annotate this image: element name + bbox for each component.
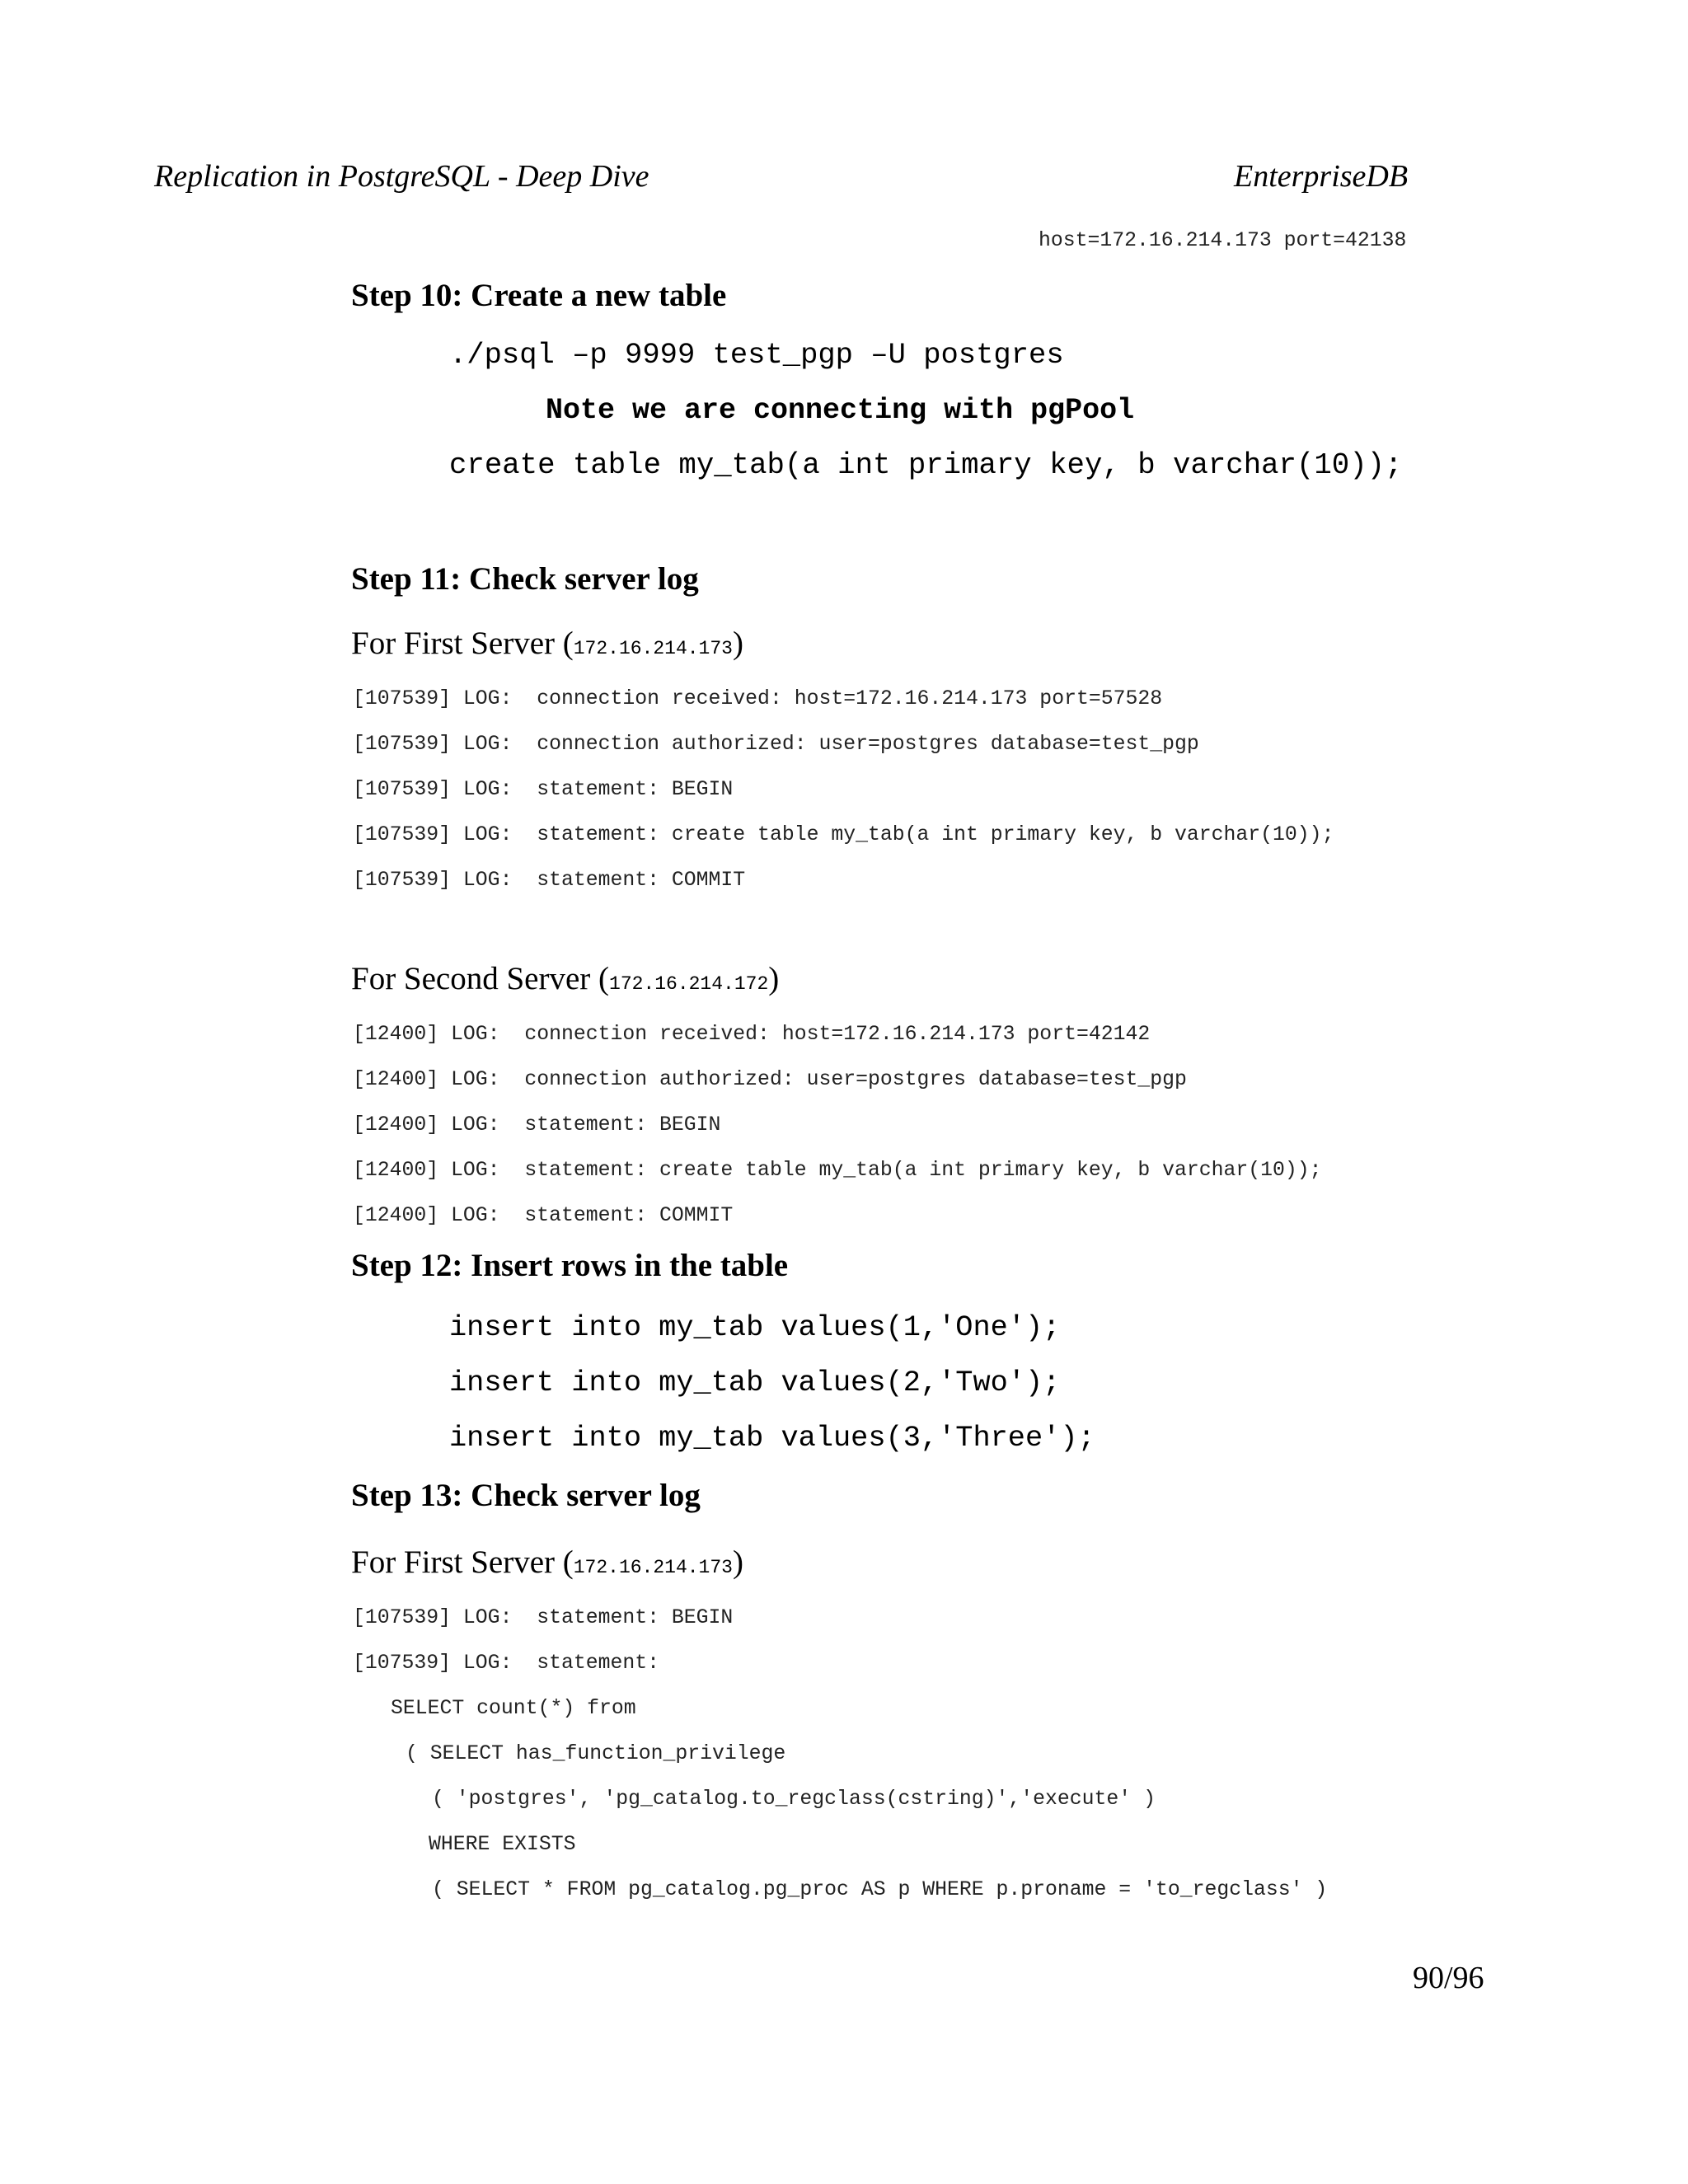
server-ip: 172.16.214.172 [609, 973, 769, 995]
log-line: SELECT count(*) from [391, 1697, 636, 1720]
log-line: [12400] LOG: statement: BEGIN [353, 1113, 721, 1137]
log-line: ( SELECT * FROM pg_catalog.pg_proc AS p WHERE p.proname = 'to_regclass' ) [432, 1878, 1328, 1901]
log-line: [107539] LOG: connection received: host=172.16.214.173 port=57528 [353, 687, 1163, 710]
pgpool-note: Note we are connecting with pgPool [546, 394, 1135, 427]
log-line: [12400] LOG: statement: COMMIT [353, 1204, 734, 1227]
log-line: [107539] LOG: statement: create table my_tab(a int primary key, b varchar(10)); [353, 823, 1334, 846]
log-line: [107539] LOG: statement: COMMIT [353, 869, 746, 892]
server-ip: 172.16.214.173 [573, 1557, 733, 1578]
log-line: [12400] LOG: connection authorized: user=postgres database=test_pgp [353, 1068, 1187, 1091]
log-line: [107539] LOG: statement: BEGIN [353, 1606, 734, 1629]
log-line: ( SELECT has_function_privilege [406, 1742, 786, 1765]
log-line: [107539] LOG: statement: BEGIN [353, 778, 734, 801]
company-name: EnterpriseDB [1234, 159, 1409, 194]
step-12-heading: Step 12: Insert rows in the table [351, 1248, 789, 1283]
log-line: ( 'postgres', 'pg_catalog.to_regclass(cstring)','execute' ) [432, 1788, 1156, 1811]
create-table-command: create table my_tab(a int primary key, b varchar(10)); [449, 448, 1403, 482]
server-label-text: For First Server ( [351, 626, 574, 661]
log-line: WHERE EXISTS [429, 1833, 576, 1856]
server-label-text: For First Server ( [351, 1544, 574, 1580]
step-11-heading: Step 11: Check server log [351, 561, 699, 597]
previous-log-fragment: host=172.16.214.173 port=42138 [1039, 229, 1407, 252]
server-label-close: ) [732, 1544, 743, 1580]
log-line: [12400] LOG: statement: create table my_tab(a int primary key, b varchar(10)); [353, 1159, 1322, 1182]
server-ip: 172.16.214.173 [573, 638, 733, 659]
server-label-close: ) [768, 961, 780, 996]
psql-command: ./psql –p 9999 test_pgp –U postgres [449, 338, 1064, 372]
insert-command: insert into my_tab values(3,'Three'); [449, 1422, 1095, 1455]
first-server-label [351, 625, 743, 668]
doc-title: Replication in PostgreSQL - Deep Dive [154, 159, 649, 194]
insert-command: insert into my_tab values(2,'Two'); [449, 1366, 1061, 1399]
log-line: [107539] LOG: connection authorized: user=postgres database=test_pgp [353, 733, 1199, 756]
server-label-close: ) [732, 626, 743, 661]
second-server-label [351, 960, 779, 1003]
step-10-heading: Step 10: Create a new table [351, 278, 727, 313]
insert-command: insert into my_tab values(1,'One'); [449, 1311, 1061, 1344]
log-line: [107539] LOG: statement: [353, 1652, 660, 1675]
page-number: 90/96 [1413, 1961, 1484, 1995]
step-13-heading: Step 13: Check server log [351, 1478, 701, 1513]
first-server-label [351, 1544, 743, 1586]
log-line: [12400] LOG: connection received: host=172.16.214.173 port=42142 [353, 1023, 1151, 1046]
server-label-text: For Second Server ( [351, 961, 610, 996]
